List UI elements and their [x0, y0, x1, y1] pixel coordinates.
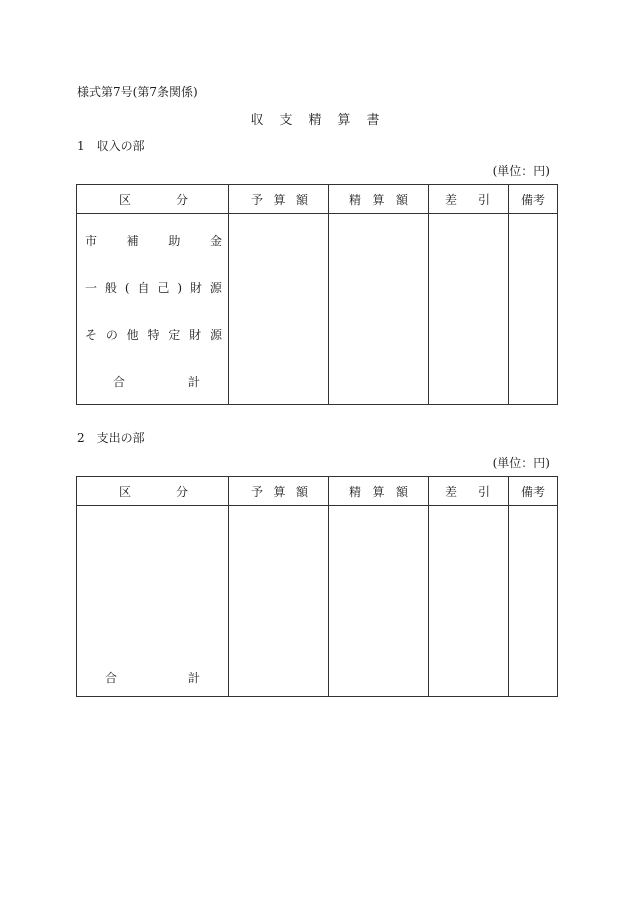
expense-header-sahiki: 差 引	[429, 477, 509, 506]
expense-header-yosangaku: 予 算 額	[229, 477, 329, 506]
income-item-other-specific-funds: そ の 他 特 定 財 源	[85, 328, 222, 342]
income-header-kubun: 区 分	[77, 185, 229, 214]
income-item-city-subsidy: 市 補 助 金	[85, 234, 222, 248]
document-title: 収支精算書	[250, 113, 396, 128]
income-body-row	[77, 214, 558, 405]
form-number: 様式第7号(第7条関係)	[77, 85, 198, 99]
income-header-sahiki: 差 引	[429, 185, 509, 214]
expense-budget-cell[interactable]	[229, 506, 329, 697]
income-table	[76, 184, 558, 405]
expense-unit-label: (単位：円)	[492, 456, 550, 470]
expense-remarks-cell[interactable]	[509, 506, 558, 697]
income-category-cell	[77, 214, 229, 405]
income-header-seisangaku: 精 算 額	[329, 185, 429, 214]
expense-header-row	[77, 477, 558, 506]
income-budget-cell[interactable]	[229, 214, 329, 405]
income-section-heading: 1 収入の部	[77, 139, 145, 153]
income-item-general-funds: 一 般 ( 自 己 ) 財 源	[85, 281, 222, 295]
income-remarks-cell[interactable]	[509, 214, 558, 405]
income-header-biko: 備考	[509, 185, 558, 214]
income-unit-label: (単位：円)	[492, 164, 550, 178]
expense-header-biko: 備考	[509, 477, 558, 506]
income-header-yosangaku: 予 算 額	[229, 185, 329, 214]
income-settlement-cell[interactable]	[329, 214, 429, 405]
income-difference-cell[interactable]	[429, 214, 509, 405]
expense-header-seisangaku: 精 算 額	[329, 477, 429, 506]
expense-category-cell[interactable]	[77, 506, 229, 697]
expense-header-kubun: 区 分	[77, 477, 229, 506]
expense-table	[76, 476, 558, 697]
expense-body-row	[77, 506, 558, 697]
expense-section-heading: 2 支出の部	[77, 431, 145, 445]
expense-settlement-cell[interactable]	[329, 506, 429, 697]
expense-difference-cell[interactable]	[429, 506, 509, 697]
income-header-row	[77, 185, 558, 214]
income-total-label: 合 計	[113, 375, 200, 389]
expense-total-label: 合 計	[105, 671, 200, 685]
